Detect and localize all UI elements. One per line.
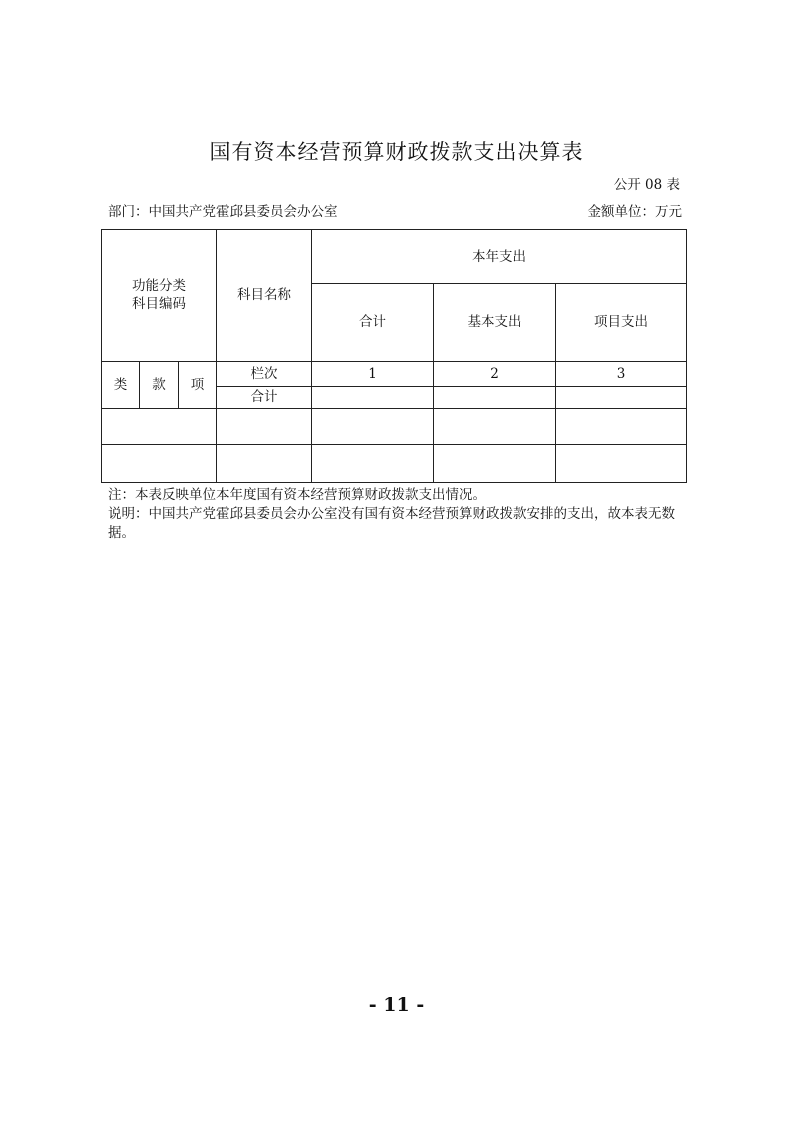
total-row-cell: [556, 386, 687, 408]
amount-unit-label: 金额单位：万元: [587, 204, 682, 220]
page-title: 国有资本经营预算财政拨款支出决算表: [209, 140, 584, 164]
page-number: - 11 -: [368, 994, 425, 1016]
empty-cell: [556, 408, 687, 444]
column-index-3: 3: [556, 361, 687, 386]
empty-cell: [217, 408, 312, 444]
empty-cell: [217, 444, 312, 482]
empty-cell: [434, 408, 556, 444]
empty-cell: [102, 408, 217, 444]
column-index-1: 1: [312, 361, 434, 386]
empty-cell: [102, 444, 217, 482]
empty-cell: [434, 444, 556, 482]
function-code-header: 功能分类 科目编码: [102, 230, 217, 362]
empty-cell: [312, 444, 434, 482]
column-index-label: 栏次: [217, 361, 312, 386]
department-label: 部门：中国共产党霍邱县委员会办公室: [108, 204, 338, 220]
kuan-header: 款: [140, 361, 179, 408]
current-year-expenditure-header: 本年支出: [312, 230, 687, 284]
lei-header: 类: [102, 361, 140, 408]
project-expenditure-header: 项目支出: [556, 284, 687, 361]
total-row-label: 合计: [217, 386, 312, 408]
note-text: 注：本表反映单位本年度国有资本经营预算财政拨款支出情况。: [108, 487, 486, 503]
xiang-header: 项: [179, 361, 217, 408]
explanation-text: 说明：中国共产党霍邱县委员会办公室没有国有资本经营预算财政拨款安排的支出，故本表无数据。: [108, 506, 675, 541]
basic-expenditure-header: 基本支出: [434, 284, 556, 361]
empty-cell: [556, 444, 687, 482]
expenditure-table: [101, 229, 687, 483]
notes: [108, 486, 688, 543]
total-row-cell: [434, 386, 556, 408]
column-index-2: 2: [434, 361, 556, 386]
form-code: 公开 08 表: [613, 177, 680, 193]
total-header: 合计: [312, 284, 434, 361]
empty-cell: [312, 408, 434, 444]
total-row-cell: [312, 386, 434, 408]
subject-name-header: 科目名称: [217, 230, 312, 362]
